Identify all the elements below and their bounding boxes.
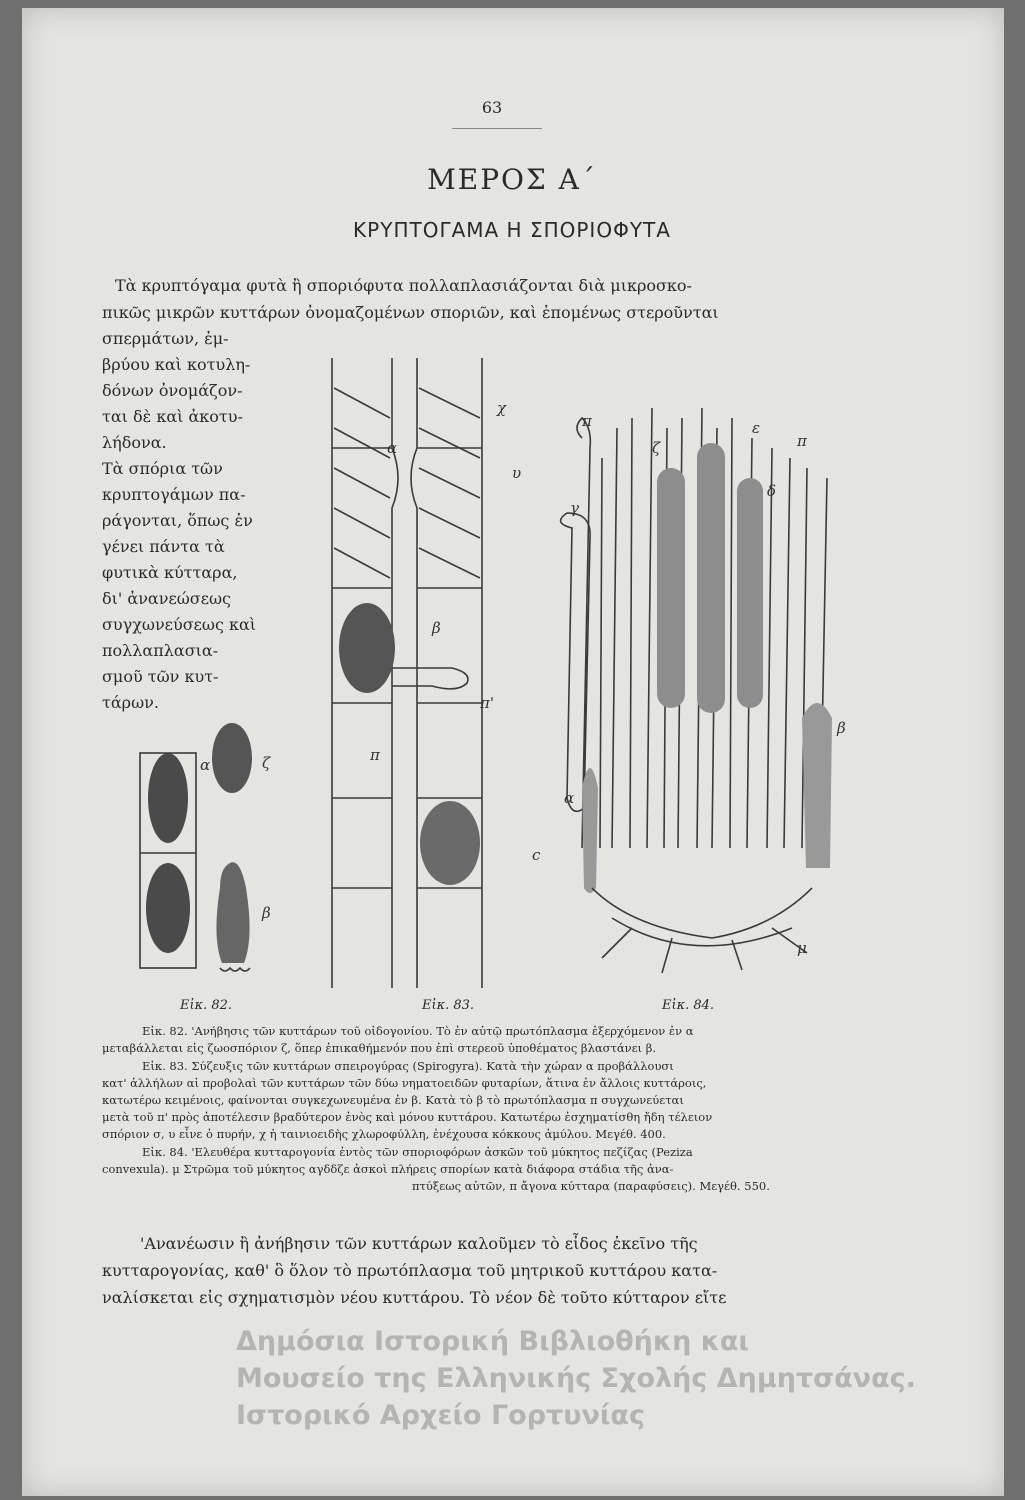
- intro-column-line: ράγονται, ὅπως ἐν: [102, 511, 253, 530]
- caption-line: Εἰκ. 82. 'Ανήβησις τῶν κυττάρων τοῦ οἰδογονίου. Τὸ ἐν αὐτῷ πρωτόπλασμα ἐξερχόμενον ἐν α: [142, 1024, 694, 1038]
- fig84-letter: μ: [797, 939, 807, 957]
- figure-82-label: Εἰκ. 82.: [180, 998, 233, 1013]
- caption-line: μετὰ τοῦ π' πρὸς ἀποτέλεσιν βραδύτερον ἑνὸς καὶ μόνου κυττάρου. Κατωτέρω ἐσχηματίσθη ἤδη τέλειον: [102, 1110, 713, 1124]
- fig84-letter: δ: [767, 482, 777, 500]
- paragraph-line: ναλίσκεται εἰς σχηματισμὸν νέου κυττάρου. Τὸ νέον δὲ τοῦτο κύτταρον εἴτε: [102, 1288, 727, 1307]
- fig82-drawing: [140, 723, 252, 971]
- fig83-drawing: [332, 358, 482, 988]
- intro-column-line: συγχωνεύσεως καὶ: [102, 615, 257, 634]
- fig84-letter: π: [797, 432, 807, 450]
- figure-83-label: Εἰκ. 83.: [422, 998, 475, 1013]
- fig84-drawing: [561, 408, 832, 973]
- fig83-letter: π: [370, 746, 380, 764]
- intro-column-line: φυτικὰ κύτταρα,: [102, 563, 238, 582]
- intro-column-line: τάρων.: [102, 693, 159, 712]
- intro-column-line: κρυπτογάμων πα-: [102, 485, 246, 504]
- book-page: [22, 8, 1004, 1496]
- figures-illustration: [112, 328, 872, 998]
- fig84-letter: β: [837, 719, 846, 737]
- caption-line: κατ' ἀλλήλων αἱ προβολαὶ τῶν κυττάρων τῶν δύω νηματοειδῶν φυταρίων, ἅτινα ἐν ἄλλοις κυττάροις,: [102, 1076, 707, 1090]
- figure-84-label: Εἰκ. 84.: [662, 998, 715, 1013]
- intro-column-line: δόνων ὀνομάζον-: [102, 381, 243, 400]
- fig83-letter: α: [387, 439, 398, 457]
- caption-line: Εἰκ. 83. Σύζευξις τῶν κυττάρων σπειρογύρας (Spirogyra). Κατὰ τὴν χώραν α προβάλλουσι: [142, 1059, 674, 1073]
- fig82-letter: ζ: [262, 754, 271, 772]
- intro-column-line: πολλαπλασια-: [102, 641, 219, 660]
- caption-line: κατωτέρω κειμένοις, φαίνονται συγκεχωνευμένα ἐν β. Κατὰ τὸ β τὸ πρωτόπλασμα π συγχωνεύεται: [102, 1093, 684, 1107]
- fig82-letter: β: [262, 904, 271, 922]
- watermark-line: Δημόσια Ιστορική Βιβλιοθήκη και: [236, 1326, 749, 1357]
- part-title: ΜΕΡΟΣ Α΄: [427, 163, 597, 196]
- section-title: ΚΡΥΠΤΟΓΑΜΑ Η ΣΠΟΡΙΟΦΥΤΑ: [353, 218, 671, 242]
- intro-column-line: σμοῦ τῶν κυτ-: [102, 667, 219, 686]
- intro-column-line: λήδονα.: [102, 433, 167, 452]
- caption-line: πτύξεως αὐτῶν, π ἄγονα κύτταρα (παραφύσεις). Μεγέθ. 550.: [412, 1179, 770, 1193]
- caption-line: σπόριον σ, υ εἶνε ὁ πυρήν, χ ἡ ταινιοειδὴς χλωροφύλλη, ἐνέχουσα κόκκους ἀμύλου. Μεγέθ. 400.: [102, 1127, 666, 1141]
- paragraph-line: κυτταρογονίας, καθ' ὃ ὅλον τὸ πρωτόπλασμα τοῦ μητρικοῦ κυττάρου κατα-: [102, 1261, 718, 1280]
- intro-column-line: ται δὲ καὶ ἀκοτυ-: [102, 407, 243, 426]
- intro-column-line: Τὰ σπόρια τῶν: [102, 459, 223, 478]
- caption-line: μεταβάλλεται εἰς ζωοσπόριον ζ, ὅπερ ἐπικαθήμενόν που ἐπὶ στερεοῦ ὑποθέματος βλαστάνει β.: [102, 1041, 657, 1055]
- fig84-letter: π: [582, 412, 592, 430]
- fig84-letter: α: [564, 789, 575, 807]
- page-number-rule: [452, 128, 542, 129]
- fig83-letter: β: [432, 619, 441, 637]
- intro-column-line: δι' ἀνανεώσεως: [102, 589, 232, 608]
- page-number: 63: [481, 98, 503, 117]
- fig83-letter: π': [480, 694, 494, 712]
- intro-line: Τὰ κρυπτόγαμα φυτὰ ἢ σποριόφυτα πολλαπλασιάζονται διὰ μικροσκο-: [115, 276, 692, 295]
- fig83-letter: c: [532, 846, 541, 864]
- fig83-letter: υ: [512, 464, 522, 482]
- caption-line: convexula). μ Στρῶμα τοῦ μύκητος αγδδζε ἀσκοὶ πλήρεις σπορίων κατὰ διάφορα στάδια τῆς ἀνα-: [102, 1162, 674, 1176]
- fig84-letter: γ: [570, 499, 579, 517]
- intro-column-line: σπερμάτων, ἐμ-: [102, 329, 229, 348]
- paragraph-line: 'Ανανέωσιν ἢ ἀνήβησιν τῶν κυττάρων καλοῦμεν τὸ εἶδος ἐκεῖνο τῆς: [140, 1234, 698, 1253]
- watermark-line: Μουσείο της Ελληνικής Σχολής Δημητσάνας.: [236, 1363, 916, 1394]
- caption-line: Εἰκ. 84. 'Ελευθέρα κυτταρογονία ἐντὸς τῶν σποριοφόρων ἀσκῶν τοῦ μύκητος πεζίζας (Peziza: [142, 1145, 693, 1159]
- fig84-letter: ζ: [652, 439, 661, 457]
- fig82-letter: α: [200, 756, 211, 774]
- intro-column-line: γένει πάντα τὰ: [102, 537, 225, 556]
- watermark-line: Ιστορικό Αρχείο Γορτυνίας: [236, 1400, 645, 1431]
- intro-line: πικῶς μικρῶν κυττάρων ὀνομαζομένων σποριῶν, καὶ ἑπομένως στεροῦνται: [102, 303, 719, 322]
- fig83-letter: χ: [497, 399, 507, 417]
- fig84-letter: ε: [752, 419, 761, 437]
- intro-column-line: βρύου καὶ κοτυλη-: [102, 355, 251, 374]
